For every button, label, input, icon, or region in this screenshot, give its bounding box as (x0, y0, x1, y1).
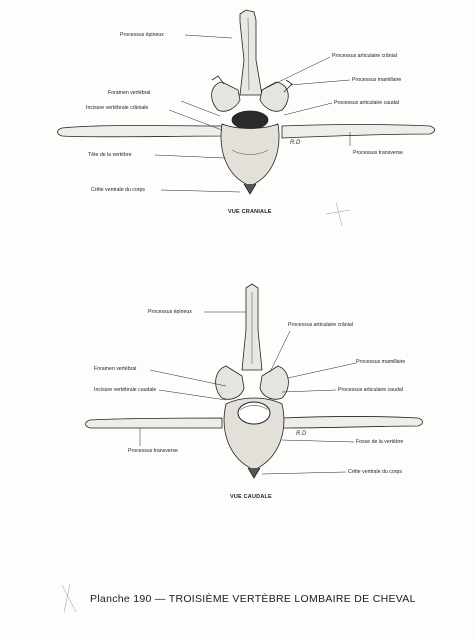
pencil-marks (62, 202, 350, 612)
plate-title: Planche 190 — TROISIÈME VERTÈBRE LOMBAIRE DE CHEVAL (90, 593, 416, 605)
label-crete-ventrale-cranial: Crête ventrale du corps (91, 187, 145, 193)
artist-signature-caudal: R.D (296, 431, 307, 437)
label-proc-transverse-caudal: Processus transverse (128, 448, 178, 454)
label-processus-epineux-cranial: Processus épineux (120, 32, 164, 38)
caption-vue-caudale: VUE CAUDALE (230, 494, 272, 500)
label-incisure-caudale: Incisure vertébrale caudale (94, 387, 157, 393)
label-proc-articulaire-cranial-cranial: Processus articulaire crânial (332, 53, 397, 59)
label-proc-articulaire-cranial-caudal: Processus articulaire crânial (288, 322, 353, 328)
caption-vue-craniale: VUE CRANIALE (228, 209, 272, 215)
label-proc-mamillaire-cranial: Processus mamillaire (352, 77, 402, 83)
artist-signature-cranial: R.D (290, 140, 301, 146)
label-foramen-vertebral-cranial: Foramen vertébral (108, 90, 151, 96)
label-proc-articulaire-caudal-cranial: Processus articulaire caudal (334, 100, 399, 106)
label-proc-articulaire-caudal-caudal: Processus articulaire caudal (338, 387, 403, 393)
label-foramen-vertebral-caudal: Foramen vertébral (94, 366, 137, 372)
label-incisure-craniale: Incisure vertébrale crâniale (86, 105, 149, 111)
label-tete-vertebre: Tête de la vertèbre (88, 152, 132, 158)
label-proc-mamillaire-caudal: Processus mamillaire (356, 359, 406, 365)
label-crete-ventrale-caudal: Crête ventrale du corps (348, 469, 402, 475)
label-proc-transverse-cranial: Processus transverse (353, 150, 403, 156)
label-processus-epineux-caudal: Processus épineux (148, 309, 192, 315)
label-fosse-vertebre: Fosse de la vertèbre (356, 439, 404, 445)
